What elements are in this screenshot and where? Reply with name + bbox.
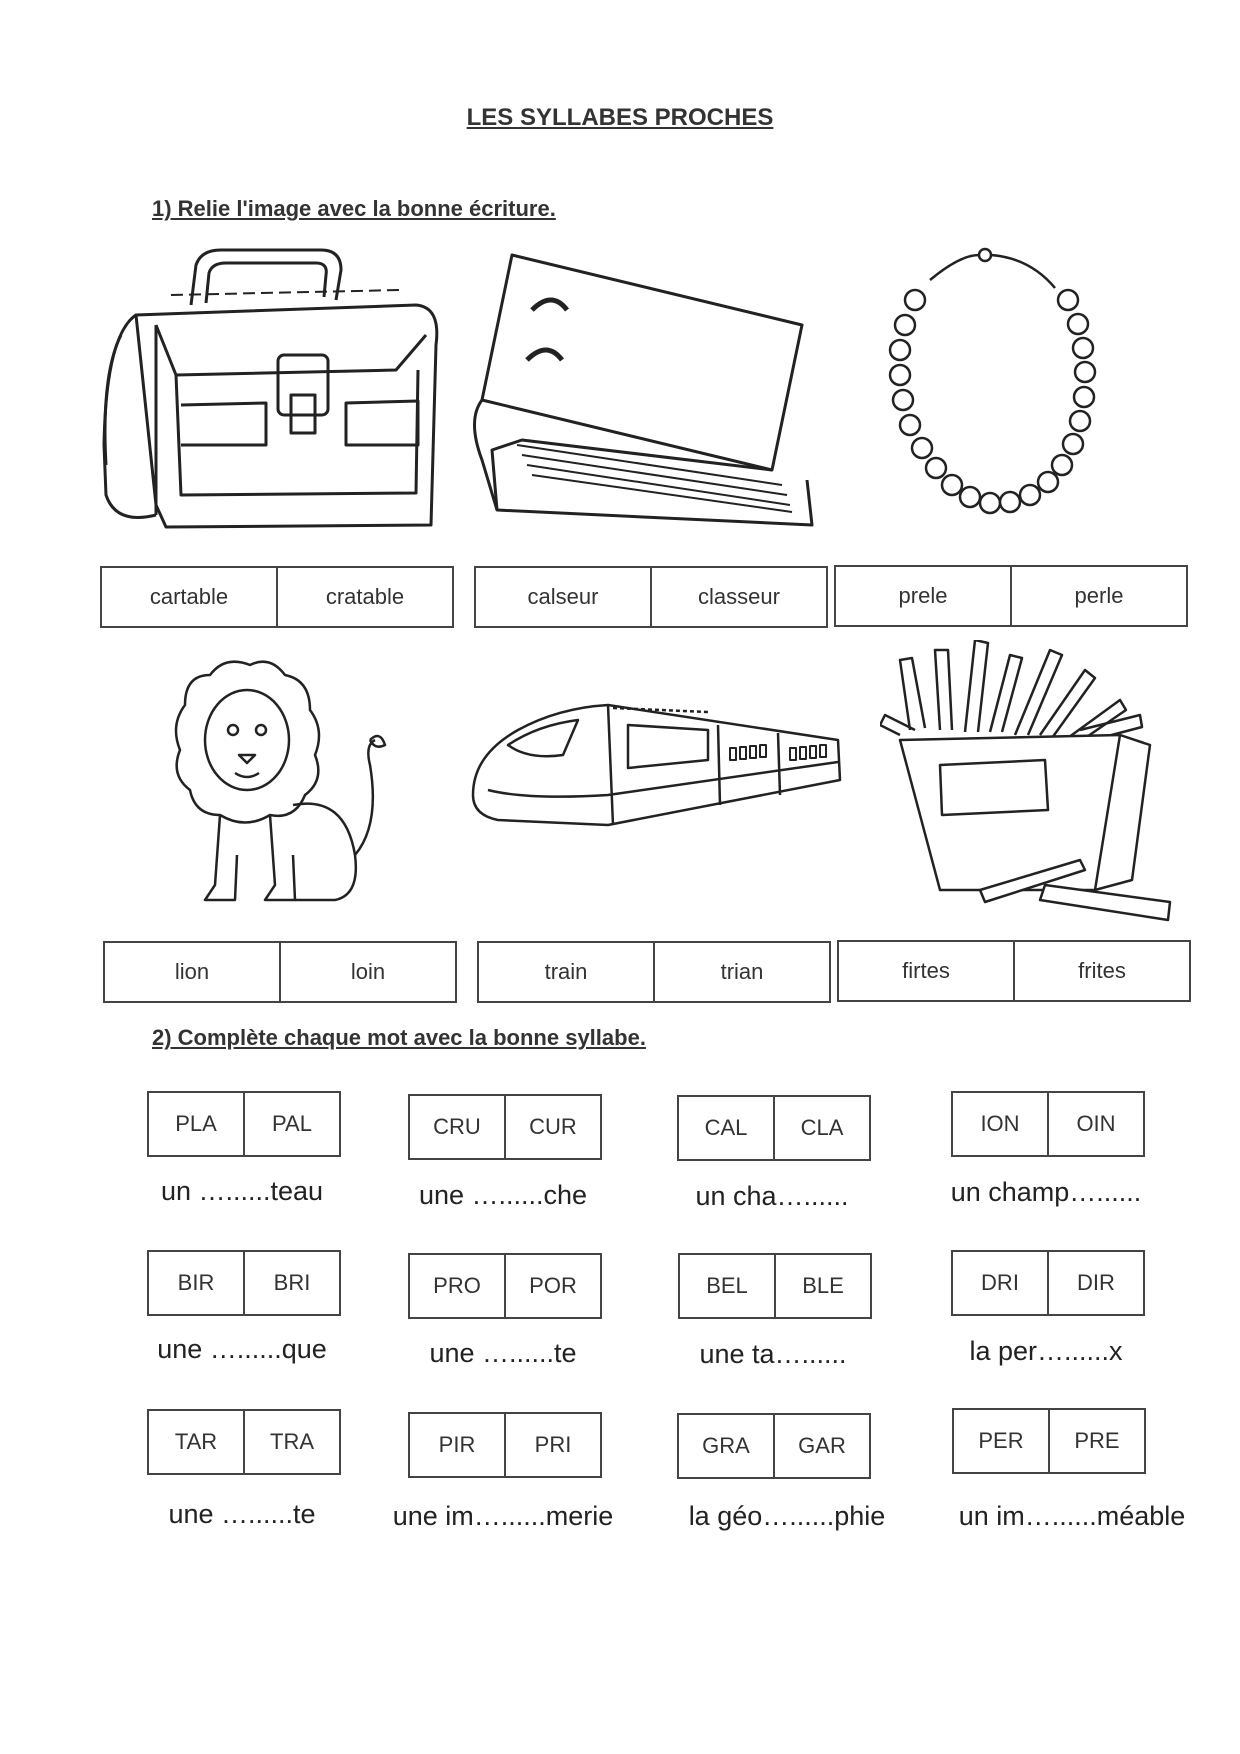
- syllable-option[interactable]: BEL: [706, 1273, 748, 1298]
- incomplete-word: une …......te: [429, 1338, 577, 1368]
- syllable-choice-box: [952, 1408, 1146, 1474]
- word-option[interactable]: train: [544, 959, 588, 984]
- syllable-option[interactable]: GRA: [702, 1433, 750, 1458]
- syllable-option[interactable]: DIR: [1047, 1252, 1143, 1314]
- word-choice-box: [103, 941, 457, 1003]
- syllable-option[interactable]: BIR: [177, 1270, 215, 1295]
- incomplete-word: une …......te: [168, 1499, 316, 1529]
- syllable-choice-box: [677, 1413, 871, 1479]
- syllable-option[interactable]: PER: [978, 1428, 1024, 1453]
- section1-heading: 1) Relie l'image avec la bonne écriture.: [152, 196, 556, 221]
- train-icon: [468, 700, 843, 830]
- syllable-option[interactable]: ION: [980, 1111, 1020, 1136]
- syllable-choice-box: [678, 1253, 872, 1319]
- incomplete-word: une …......che: [418, 1180, 588, 1210]
- syllable-option[interactable]: OIN: [1047, 1093, 1143, 1155]
- binder-icon: [472, 250, 824, 530]
- incomplete-word: un champ…......: [950, 1177, 1142, 1207]
- word-option[interactable]: lion: [174, 959, 210, 984]
- incomplete-word: un cha…......: [695, 1181, 849, 1211]
- syllable-option[interactable]: DRI: [981, 1270, 1019, 1295]
- syllable-option[interactable]: PLA: [175, 1111, 217, 1136]
- syllable-option[interactable]: TRA: [243, 1411, 339, 1473]
- word-choice-box: [834, 565, 1188, 627]
- word-option[interactable]: trian: [653, 943, 829, 1001]
- syllable-choice-box: [147, 1250, 341, 1316]
- word-option[interactable]: perle: [1010, 567, 1186, 625]
- syllable-option[interactable]: TAR: [174, 1429, 218, 1454]
- word-option[interactable]: calseur: [527, 584, 599, 609]
- syllable-option[interactable]: CAL: [704, 1115, 748, 1140]
- section2-heading: 2) Complète chaque mot avec la bonne syllabe.: [152, 1025, 646, 1050]
- syllable-option[interactable]: CUR: [504, 1096, 600, 1158]
- school-bag-icon: [96, 245, 448, 545]
- syllable-choice-box: [951, 1091, 1145, 1157]
- syllable-option[interactable]: PRO: [433, 1273, 481, 1298]
- incomplete-word: une im…......merie: [392, 1501, 614, 1531]
- word-choice-box: [474, 566, 828, 628]
- syllable-option[interactable]: BLE: [774, 1255, 870, 1317]
- syllable-option[interactable]: POR: [504, 1255, 600, 1317]
- word-option[interactable]: cratable: [276, 568, 452, 626]
- syllable-option[interactable]: PRI: [504, 1414, 600, 1476]
- syllable-choice-box: [408, 1412, 602, 1478]
- word-choice-box: [477, 941, 831, 1003]
- incomplete-word: la géo…......phie: [688, 1501, 886, 1531]
- syllable-option[interactable]: PIR: [438, 1432, 476, 1457]
- word-option[interactable]: firtes: [902, 958, 950, 983]
- syllable-choice-box: [951, 1250, 1145, 1316]
- lion-icon: [165, 655, 395, 905]
- incomplete-word: un im…......méable: [958, 1501, 1186, 1531]
- syllable-option[interactable]: CLA: [773, 1097, 869, 1159]
- word-option[interactable]: loin: [279, 943, 455, 1001]
- fries-icon: [880, 640, 1180, 930]
- word-option[interactable]: classeur: [650, 568, 826, 626]
- incomplete-word: une …......que: [157, 1334, 327, 1364]
- syllable-choice-box: [147, 1091, 341, 1157]
- incomplete-word: la per…......x: [969, 1336, 1123, 1366]
- necklace-icon: [870, 240, 1130, 540]
- syllable-choice-box: [408, 1253, 602, 1319]
- incomplete-word: un …......teau: [160, 1176, 324, 1206]
- word-option[interactable]: frites: [1013, 942, 1189, 1000]
- syllable-option[interactable]: PAL: [243, 1093, 339, 1155]
- syllable-choice-box: [408, 1094, 602, 1160]
- incomplete-word: une ta…......: [699, 1339, 847, 1369]
- syllable-option[interactable]: PRE: [1048, 1410, 1144, 1472]
- syllable-option[interactable]: BRI: [243, 1252, 339, 1314]
- page-title: LES SYLLABES PROCHES: [466, 104, 774, 131]
- syllable-choice-box: [677, 1095, 871, 1161]
- word-choice-box: [837, 940, 1191, 1002]
- syllable-option[interactable]: CRU: [433, 1114, 481, 1139]
- word-option[interactable]: prele: [898, 583, 948, 608]
- word-option[interactable]: cartable: [149, 584, 229, 609]
- word-choice-box: [100, 566, 454, 628]
- syllable-option[interactable]: GAR: [773, 1415, 869, 1477]
- syllable-choice-box: [147, 1409, 341, 1475]
